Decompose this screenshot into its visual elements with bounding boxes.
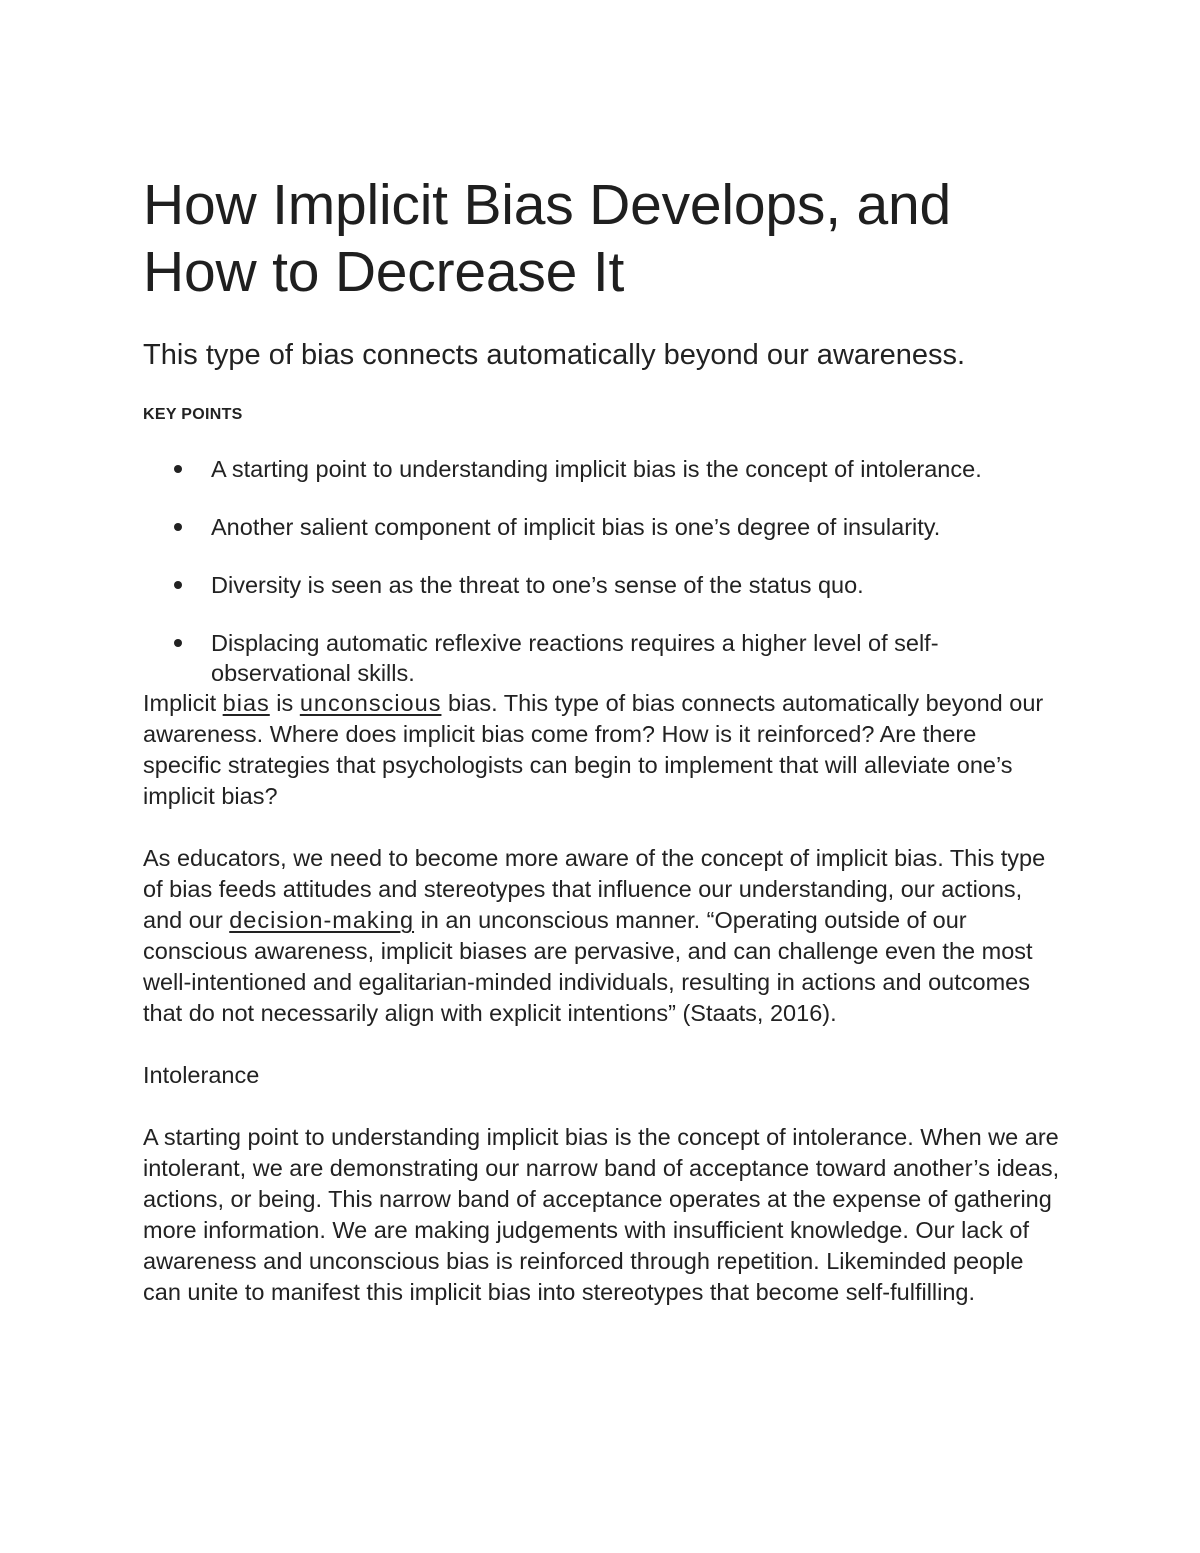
key-point-item: Another salient component of implicit bias is one’s degree of insularity. bbox=[211, 512, 1060, 542]
key-point-item: A starting point to understanding implicit bias is the concept of intolerance. bbox=[211, 454, 1060, 484]
bullet-icon bbox=[174, 465, 182, 473]
link-unconscious[interactable]: unconscious bbox=[299, 690, 442, 716]
key-points-list bbox=[143, 454, 1060, 688]
paragraph-intro: Implicit bias is unconscious bias. This type of bias connects automatically beyond our awareness. Where does implicit bias come from? How is it reinforced? Are there specific strategies that psychologists can begin to implement that will alleviate one’s implicit bias? bbox=[143, 690, 1044, 809]
title-line-2: How to Decrease It bbox=[143, 240, 625, 304]
title-line-1: How Implicit Bias Develops, and bbox=[143, 173, 951, 237]
article-subtitle: This type of bias connects automatically beyond our awareness. bbox=[143, 339, 966, 371]
paragraph-educators: As educators, we need to become more aware of the concept of implicit bias. This type of bias feeds attitudes and stereotypes that influence our understanding, our actions, and our decision-making in an unconscious manner. “Operating outside of our conscious awareness, implicit biases are pervasive, and can challenge even the most well-intentioned and egalitarian-minded individuals, resulting in actions and outcomes that do not necessarily align with explicit intentions” (Staats, 2016). bbox=[143, 845, 1046, 1026]
section-heading-intolerance: Intolerance bbox=[143, 1062, 260, 1088]
link-bias[interactable]: bias bbox=[222, 690, 270, 716]
key-points-label: KEY POINTS bbox=[143, 406, 243, 423]
link-decision-making[interactable]: decision-making bbox=[229, 907, 415, 933]
paragraph-intolerance: A starting point to understanding implicit bias is the concept of intolerance. When we are intolerant, we are demonstrating our narrow band of acceptance toward another’s ideas, actions, or being. This narrow band of acceptance operates at the expense of gathering more information. We are making judgements with insufficient knowledge. Our lack of awareness and unconscious bias is reinforced through repetition. Likeminded people can unite to manifest this implicit bias into stereotypes that become self-fulfilling. bbox=[143, 1124, 1060, 1305]
bullet-icon bbox=[174, 581, 182, 589]
key-point-item: Displacing automatic reflexive reactions requires a higher level of self-observational skills. bbox=[211, 628, 1060, 688]
bullet-icon bbox=[174, 523, 182, 531]
article-title bbox=[143, 172, 1060, 306]
bullet-icon bbox=[174, 639, 182, 647]
key-point-item: Diversity is seen as the threat to one’s sense of the status quo. bbox=[211, 570, 1060, 600]
